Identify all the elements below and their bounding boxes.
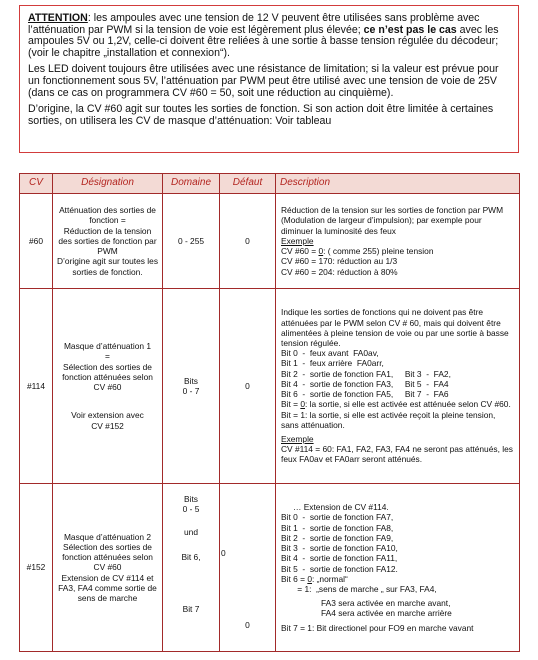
attention-notice <box>19 5 519 153</box>
domaine-line: 0 - 7 <box>182 386 200 396</box>
description-text: : ( comme 255) pleine tension <box>323 246 434 257</box>
notice-p1-bold: ce n’est pas le cas <box>363 23 457 36</box>
domaine-cell: 0 - 255 <box>163 194 220 289</box>
description-text: FA4 sera activée en marche arrière <box>321 608 452 619</box>
description-text: Bit 6 = <box>281 573 308 584</box>
notice-paragraph-3: D’origine, la CV #60 agit sur toutes les sorties de fonction. Si son action doit être limitée à certaines sorties, on utilisera les CV de masque d’atténuation: Voir tableau <box>28 103 494 127</box>
bit-line: Bit 2 - sortie de fonction FA9, <box>281 532 394 543</box>
description-text: : „normal“ <box>311 573 348 584</box>
cv-table <box>19 173 520 652</box>
domaine-line: 0 - 5 <box>182 504 200 515</box>
designation-line: Sélection des sorties de fonction atténuées selon CV #60 <box>62 541 153 573</box>
domaine-cell <box>163 484 220 652</box>
table-row-cv152 <box>20 484 520 652</box>
domaine-line: Bits <box>184 375 198 386</box>
table-row-cv114 <box>20 289 520 484</box>
defaut-value: 0 <box>245 620 250 631</box>
bit-line: Bit 4 - sortie de fonction FA3, Bit 5 - FA4 <box>281 378 449 389</box>
description-text: CV #60 = 170: réduction au 1/3 <box>281 256 398 267</box>
bit-line: Bit 2 - sortie de fonction FA1, Bit 3 - FA2, <box>281 368 451 379</box>
description-text: Bit 7 = 1: Bit directionel pour FO9 en marche vavant <box>281 622 474 633</box>
cv-number: #60 <box>20 194 53 289</box>
designation-line: Sélection des sorties de fonction atténuées selon CV #60 <box>62 361 153 393</box>
example-label: Exemple <box>281 433 314 444</box>
domaine-cell <box>163 289 220 484</box>
defaut-cell: 0 <box>220 289 276 484</box>
defaut-cell: 0 <box>220 194 276 289</box>
header-cv: CV <box>20 174 53 194</box>
designation-cell <box>53 289 163 484</box>
domaine-line: Bit 6, <box>181 551 201 562</box>
designation-line: Masque d’atténuation 1 <box>63 341 152 352</box>
description-text: Réduction de la tension sur les sorties de fonction par PWM (Modulation de largeur d’impulsion); par exemple pour diminuer la luminosité des feux <box>281 205 504 236</box>
notice-paragraph-1 <box>28 13 510 59</box>
bit-line: Bit 1 - feux arrière FA0arr, <box>281 358 384 369</box>
cv-number: #114 <box>20 289 53 484</box>
description-text: CV #114 = 60: FA1, FA2, FA3, FA4 ne seront pas atténués, les feux FA0av et FA0arr seront atténués. <box>281 444 513 465</box>
description-cell <box>276 289 520 484</box>
header-description: Description <box>276 174 520 194</box>
domaine-line: Bit 7 <box>182 603 200 614</box>
defaut-value: 0 <box>221 548 226 558</box>
designation-line: Réduction de la tension des sorties de fonction par PWM <box>58 225 157 257</box>
description-text: CV #60 = <box>281 246 319 257</box>
description-text: Indique les sorties de fonctions qui ne doivent pas être atténuées par le PWM selon CV # 60, mais qui doivent être alimentées à pleine tension de voie ou par une sortie à basse tension régulée. <box>281 307 509 349</box>
designation-line: Voir extension avec <box>71 410 144 421</box>
designation-line: Masque d’atténuation 2 <box>63 531 152 542</box>
description-text: Bit = <box>281 399 301 410</box>
defaut-cell <box>220 484 276 652</box>
description-text: 0 <box>300 399 305 410</box>
table-header-row <box>20 174 520 194</box>
bit-line: Bit 0 - feux avant FA0av, <box>281 348 379 359</box>
description-cell <box>276 484 520 652</box>
designation-line: FA3, FA4 comme sortie de sens de marche <box>58 582 157 603</box>
example-label: Exemple <box>281 235 314 246</box>
description-text: : la sortie, si elle est activée est atténuée selon CV #60. <box>305 399 511 410</box>
bit-line: = 1: „sens de marche „ sur FA3, FA4, <box>281 583 437 594</box>
description-cell <box>276 194 520 289</box>
description-text: … Extension de CV #114. <box>293 502 389 513</box>
description-text: 0 <box>307 573 312 584</box>
designation-line: = <box>105 351 110 362</box>
designation-line: Extension de CV #114 et <box>61 572 154 583</box>
designation-cell <box>53 484 163 652</box>
domaine-line: Bits <box>184 494 198 504</box>
attention-label: ATTENTION <box>28 12 88 24</box>
designation-cell <box>53 194 163 289</box>
notice-p1-text: : les ampoules avec une tension de 12 V peuvent être utilisées sans problème avec l’atténuation par PWM si la tension de voie est légèrement plus élevée; <box>28 12 480 36</box>
designation-line: D’origine agit sur toutes les sorties de fonction. <box>57 256 159 277</box>
table-row-cv60 <box>20 194 520 289</box>
description-text: 0 <box>318 246 324 257</box>
header-defaut: Défaut <box>220 174 276 194</box>
description-text: CV #60 = 204: réduction à 80% <box>281 266 398 277</box>
bit-line: Bit 1 - sortie de fonction FA8, <box>281 522 394 533</box>
description-text: Bit = 1: la sortie, si elle est activée reçoit la pleine tension, sans atténuation. <box>281 409 496 430</box>
bit-line: Bit 3 - sortie de fonction FA10, <box>281 543 398 554</box>
designation-line: Atténuation des sorties de fonction = <box>59 205 156 226</box>
cv-number: #152 <box>20 484 53 652</box>
description-text: FA3 sera activée en marche avant, <box>321 598 451 609</box>
header-domaine: Domaine <box>163 174 220 194</box>
domaine-line: und <box>184 527 198 538</box>
notice-paragraph-2: Les LED doivent toujours être utilisées avec une résistance de limitation; si la valeur est prévue pour un fonctionnement sous 5V, l’atténuation par PWM peut être utilisé avec une tension de voie de 25V (dans ce cas on programmera CV #60 = 50, soit une réduction au cinquième). <box>28 63 499 99</box>
header-designation: Désignation <box>53 174 163 194</box>
bit-line: Bit 0 - sortie de fonction FA7, <box>281 512 394 523</box>
bit-line: Bit 6 - sortie de fonction FA5, Bit 7 - FA6 <box>281 389 449 400</box>
notice-p1-text2: avec les ampoules 5V ou 1,2V, celle-ci doivent être reliées à une sortie à basse tension régulée du décodeur; (voir le chapitre „installation et connexion“). <box>28 23 499 59</box>
bit-line: Bit 4 - sortie de fonction FA11, <box>281 553 398 564</box>
bit-line: Bit 5 - sortie de fonction FA12. <box>281 563 398 574</box>
designation-line: CV #152 <box>91 420 124 431</box>
